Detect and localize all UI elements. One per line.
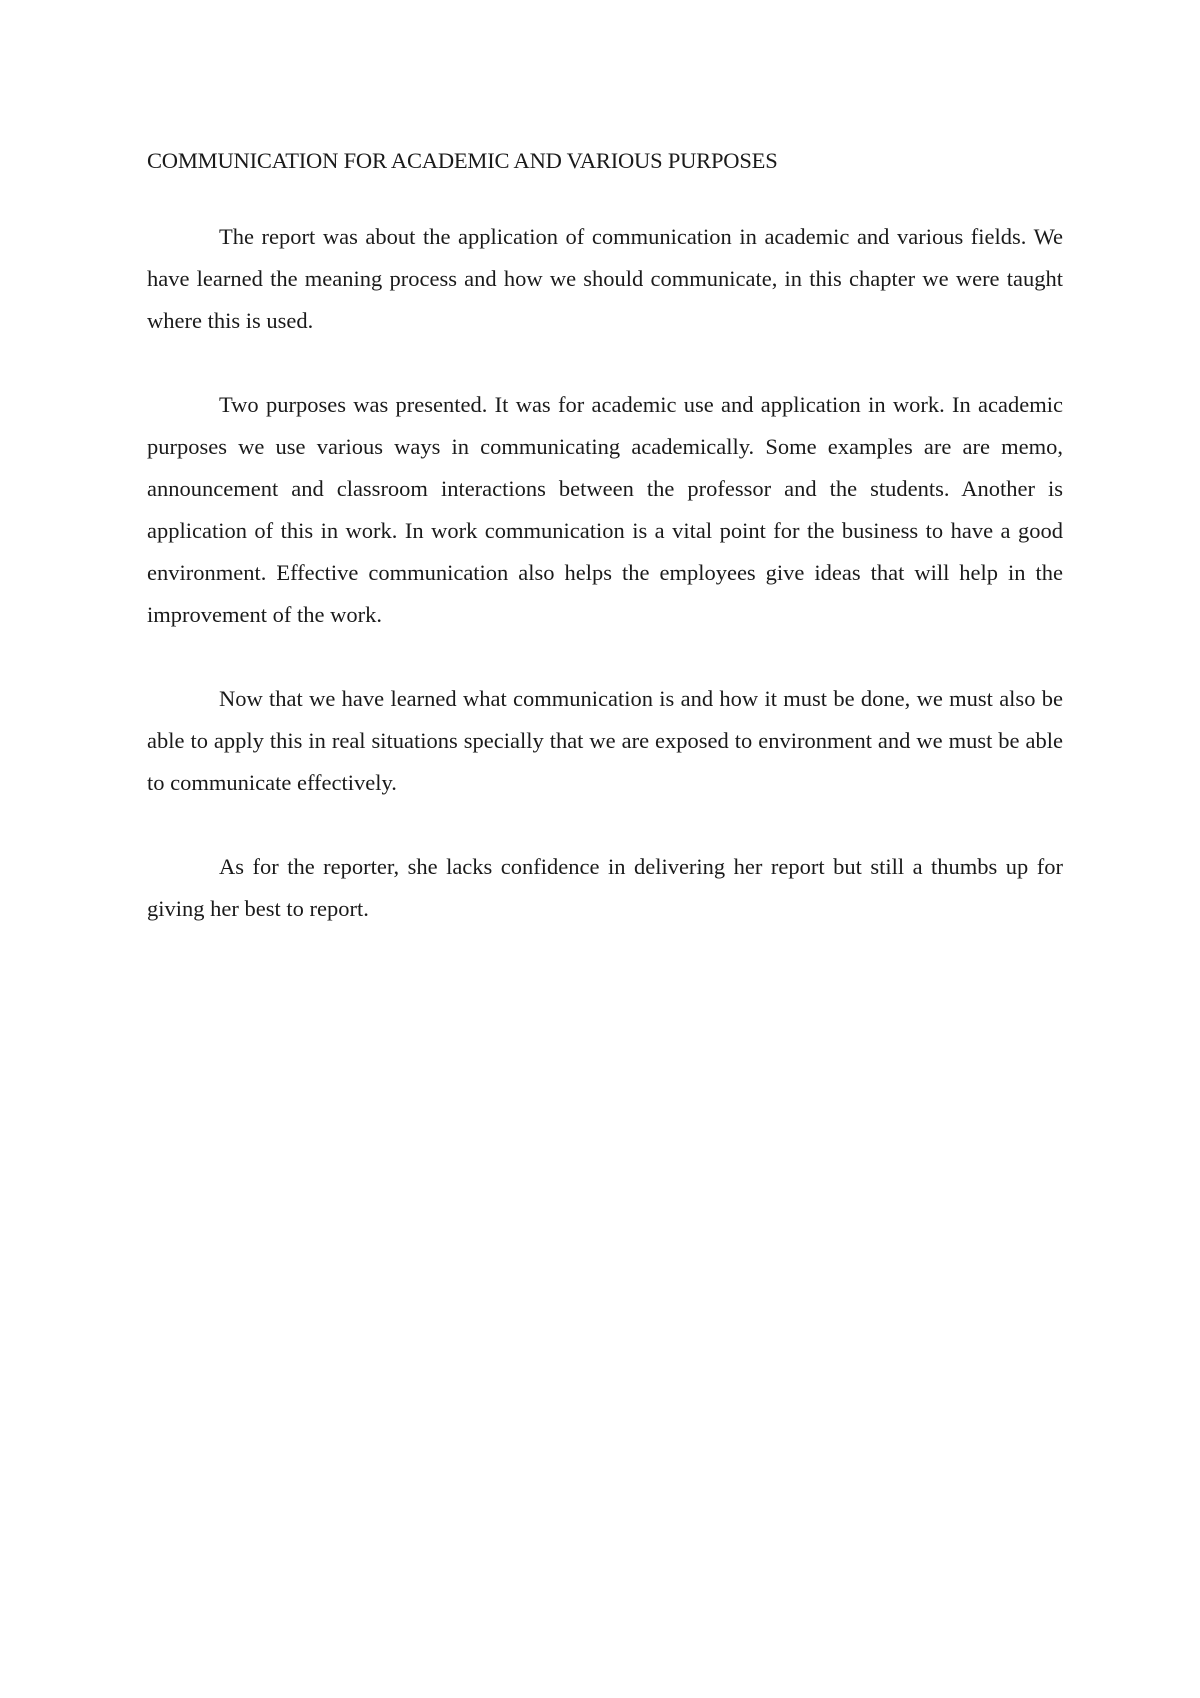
- paragraph-reporter-feedback: As for the reporter, she lacks confidence in delivering her report but still a thumbs up for giving her best to report.: [147, 854, 1063, 921]
- paragraph-purposes: Two purposes was presented. It was for academic use and application in work. In academic purposes we use various ways in communicating academically. Some examples are are memo, announcement and classroom interactions between the professor and the students. Another is application of this in work. In work communication is a vital point for the business to have a good environment. Effective communication also helps the employees give ideas that will help in the improvement of the work.: [147, 392, 1063, 627]
- document-title: COMMUNICATION FOR ACADEMIC AND VARIOUS PURPOSES: [147, 148, 778, 173]
- document-body: [147, 146, 1063, 972]
- paragraph-intro: The report was about the application of communication in academic and various fields. We have learned the meaning process and how we should communicate, in this chapter we were taught where this is used.: [147, 224, 1063, 333]
- paragraph-application: Now that we have learned what communication is and how it must be done, we must also be able to apply this in real situations specially that we are exposed to environment and we must be able to communicate effectively.: [147, 686, 1063, 795]
